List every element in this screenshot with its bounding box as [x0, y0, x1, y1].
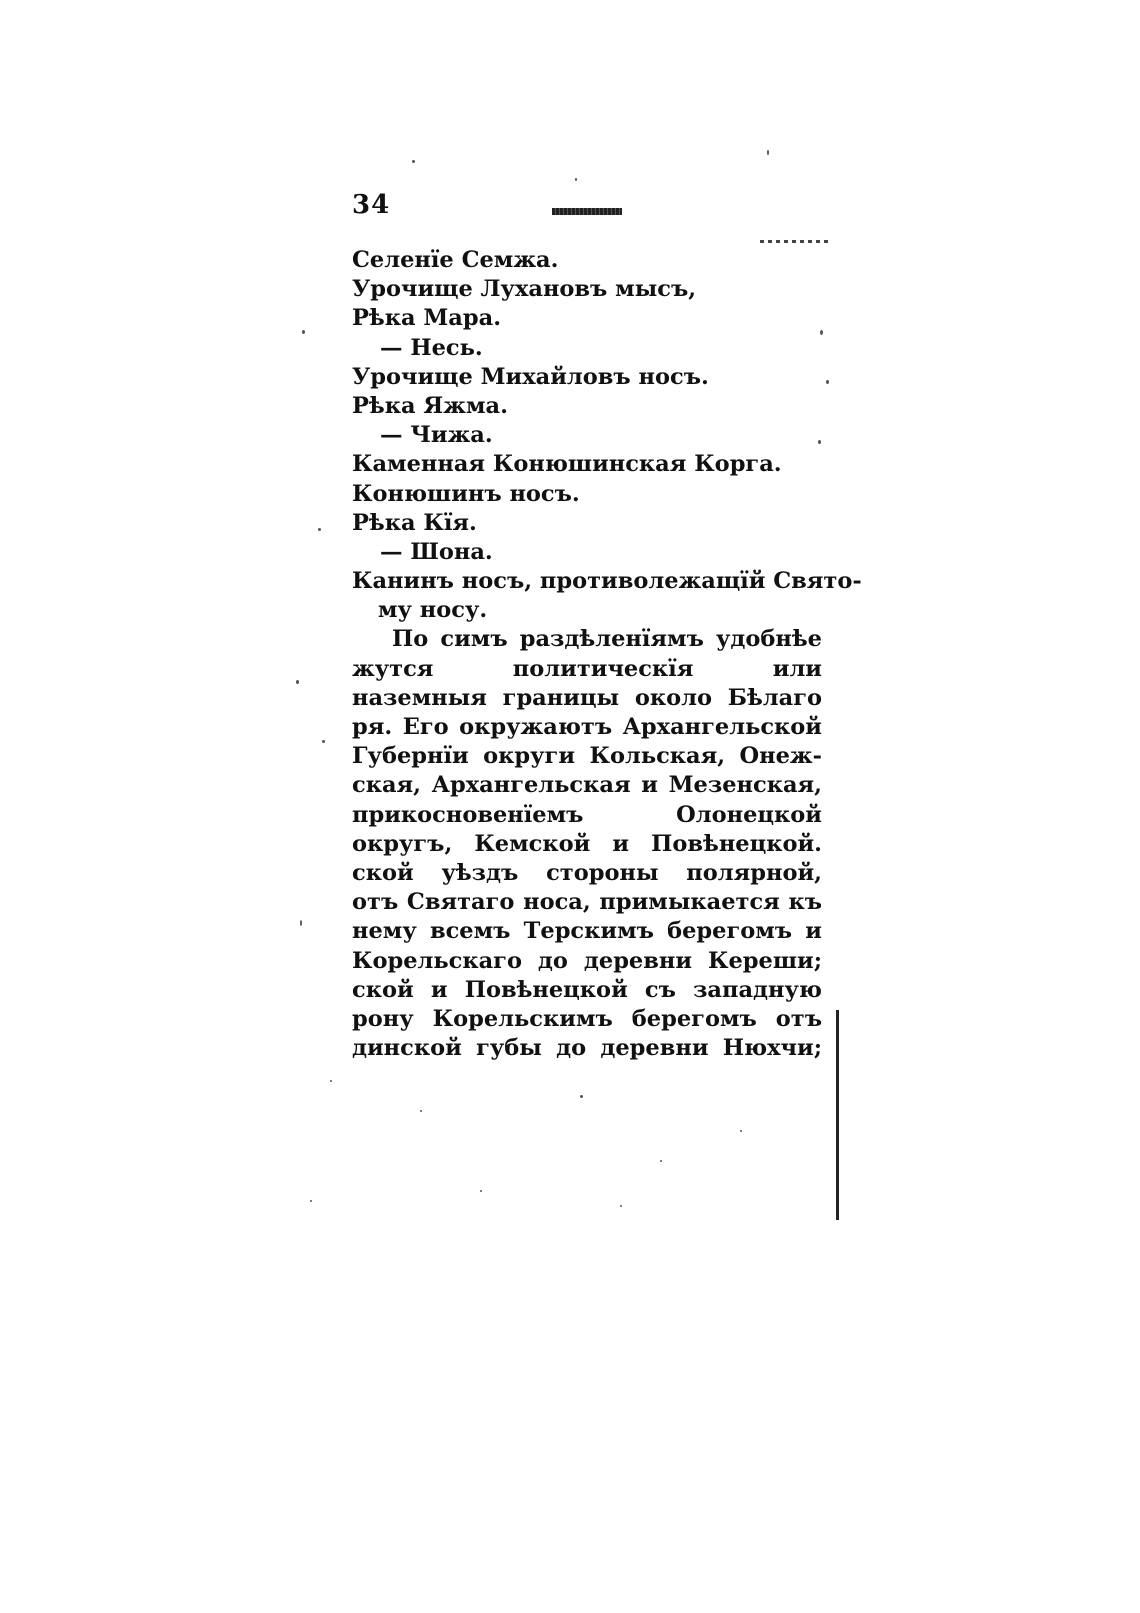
place-list: [352, 246, 862, 625]
scan-speck: [826, 380, 829, 384]
paragraph-line: Губернїи округи Кольская, Онеж-: [352, 743, 822, 770]
paragraph-line: прикосновенїемъ Олонецкой: [352, 801, 822, 828]
list-item: — Шона.: [380, 538, 493, 565]
list-item: Рѣка Мара.: [352, 305, 502, 332]
paragraph-line: Корельскаго до деревни Кереши;: [352, 947, 822, 974]
scan-speck: [580, 1095, 583, 1098]
paragraph-line: нему всемъ Терскимъ берегомъ и: [352, 918, 822, 945]
paragraph-line: ской и Повѣнецкой съ западную: [352, 976, 822, 1003]
list-item: Конюшинъ носъ.: [352, 480, 580, 507]
scan-speck: [318, 528, 321, 531]
paragraph-line: округъ, Кемской и Повѣнецкой.: [352, 830, 822, 857]
paragraph-line: рону Корельскимъ берегомъ отъ: [352, 1005, 822, 1032]
list-item: — Несь.: [380, 334, 483, 361]
scan-speck: [620, 1205, 622, 1207]
paragraph: [352, 625, 822, 1063]
margin-ornament: [760, 240, 830, 243]
header-ornament: [552, 208, 622, 215]
paragraph-line: ская, Архангельская и Мезенская,: [352, 772, 822, 799]
scan-speck: [660, 1160, 662, 1162]
scan-speck: [322, 740, 325, 743]
scan-speck: [767, 150, 769, 155]
scan-speck: [575, 178, 577, 181]
list-item: Селенїе Семжа.: [352, 247, 559, 273]
scan-speck: [296, 680, 299, 684]
scan-speck: [420, 1110, 422, 1112]
list-item: Урочище Лухановъ мысъ,: [352, 276, 697, 303]
paragraph-line: ря. Его окружаютъ Архангельской: [352, 714, 822, 740]
list-item: Канинъ носъ, противолежащїй Свято-: [352, 568, 862, 595]
scan-speck: [818, 440, 821, 444]
list-item: Рѣка Яжма.: [352, 392, 508, 419]
list-item: — Чижа.: [380, 422, 493, 449]
scan-speck: [300, 920, 302, 926]
scan-speck: [412, 160, 415, 163]
body-text: [352, 246, 862, 1063]
scan-speck: [820, 330, 823, 335]
paragraph-line: ской уѣздъ стороны полярной,: [352, 859, 822, 886]
list-item: му носу.: [378, 597, 488, 624]
list-item: Рѣка Кїя.: [352, 509, 477, 536]
paragraph-line: жутся политическїя или: [352, 655, 822, 682]
list-item: Урочище Михайловъ носъ.: [352, 363, 709, 390]
paragraph-line: динской губы до деревни Нюхчи;: [352, 1035, 822, 1062]
paragraph-line: отъ Святаго носа, примыкается къ: [352, 889, 822, 916]
page-number: 34: [352, 190, 391, 220]
paragraph-line: По симъ раздѣленїямъ удобнѣе: [392, 626, 822, 653]
scan-speck: [740, 1130, 742, 1132]
paragraph-line: наземныя границы около Бѣлаго: [352, 684, 822, 711]
page-header: [352, 190, 632, 230]
scan-speck: [480, 1190, 482, 1192]
scan-speck: [302, 330, 305, 334]
scan-speck: [330, 1080, 332, 1082]
scan-speck: [310, 1200, 312, 1202]
list-item: Каменная Конюшинская Корга.: [352, 451, 782, 478]
binding-edge-line: [836, 1010, 839, 1220]
